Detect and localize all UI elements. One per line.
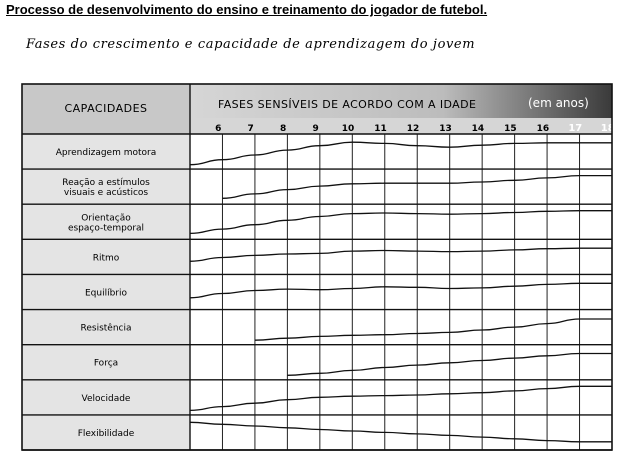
capacity-label: Força	[93, 358, 119, 369]
age-label: 15	[504, 124, 517, 134]
capacity-label: Resistência	[80, 323, 132, 334]
age-label: 10	[341, 124, 355, 134]
capacity-label: Reação a estímulos	[62, 178, 150, 189]
age-label: 14	[471, 124, 485, 134]
phase-curve	[190, 211, 612, 234]
phase-curve	[190, 142, 612, 165]
age-label: 11	[374, 124, 387, 134]
phase-curve	[255, 319, 612, 340]
capacity-label: Ritmo	[92, 253, 120, 264]
capacity-label: espaço-temporal	[67, 223, 145, 234]
age-label: 17	[568, 123, 583, 134]
ages-header: FASES SENSÍVEIS DE ACORDO COM A IDADE	[218, 98, 477, 111]
capacity-label: Equilíbrio	[84, 288, 128, 299]
capacity-label: Aprendizagem motora	[55, 148, 157, 159]
age-label: 12	[406, 124, 420, 134]
age-label: 7	[247, 124, 254, 134]
capacity-label: Flexibilidade	[77, 428, 135, 439]
ages-unit: (em anos)	[528, 96, 589, 110]
age-label: 8	[280, 124, 287, 134]
age-label: 18	[600, 123, 615, 134]
phase-curve	[190, 248, 612, 261]
age-label: 16	[536, 124, 550, 134]
age-label: 6	[215, 124, 222, 134]
figure-subtitle: Fases do crescimento e capacidade de aprendizagem do jovem	[26, 37, 476, 52]
age-label: 9	[312, 124, 319, 134]
phase-curve	[190, 283, 612, 298]
page-title: Processo de desenvolvimento do ensino e treinamento do jogador de futebol.	[6, 2, 488, 17]
phase-curve	[190, 422, 612, 442]
capacities-header: CAPACIDADES	[64, 102, 148, 115]
capacity-label: visuais e acústicos	[63, 188, 149, 199]
capacity-label: Orientação	[81, 213, 131, 224]
age-label: 13	[439, 124, 452, 134]
phase-curve	[190, 386, 612, 410]
capacity-label: Velocidade	[81, 393, 131, 404]
